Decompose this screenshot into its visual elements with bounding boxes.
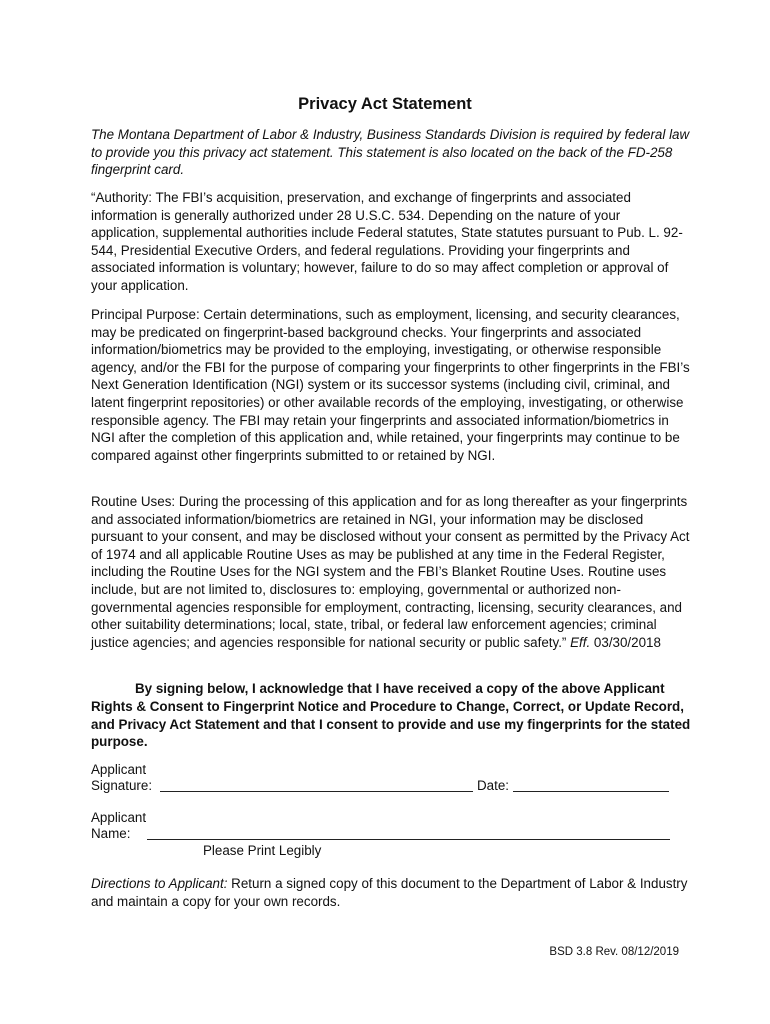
print-legibly-note: Please Print Legibly	[203, 843, 322, 858]
signature-label-line2: Signature:	[91, 778, 153, 793]
form-revision-footer: BSD 3.8 Rev. 08/12/2019	[549, 946, 679, 958]
signature-label-line1: Applicant	[91, 762, 147, 777]
routine-uses-paragraph	[91, 493, 691, 651]
page-title: Privacy Act Statement	[298, 95, 472, 113]
authority-paragraph: “Authority: The FBI’s acquisition, preservation, and exchange of fingerprints and associated information is generally authorized under 28 U.S.C. 534. Depending on the nature of your application, supplemental authorities include Federal statutes, State statutes pursuant to Pub. L. 92-544, Presidential Executive Orders, and federal regulations. Providing your fingerprints and associated information is voluntary; however, failure to do so may affect completion or approval of your application.	[91, 190, 683, 293]
principal-purpose-paragraph: Principal Purpose: Certain determinations, such as employment, licensing, and security clearances, may be predicated on fingerprint-based background checks. Your fingerprints and associated information/biometrics may be provided to the employing, investigating, or otherwise responsible agency, and/or the FBI for the purpose of comparing your fingerprints to other fingerprints in the FBI’s Next Generation Identification (NGI) system or its successor systems (including civil, criminal, and latent fingerprint repositories) or other available records of the employing, investigating, or otherwise responsible agency. The FBI may retain your fingerprints and associated information/biometrics in NGI after the completion of this application and, while retained, your fingerprints may continue to be compared against other fingerprints submitted to or retained by NGI.	[91, 307, 690, 463]
name-label-line1: Applicant	[91, 810, 147, 825]
date-field[interactable]	[513, 791, 669, 792]
name-label-line2: Name:	[91, 826, 131, 841]
acknowledgement-paragraph: By signing below, I acknowledge that I have received a copy of the above Applicant Rights & Consent to Fingerprint Notice and Procedure to Change, Correct, or Update Record, and Privacy Act Statement and that I consent to provide and use my fingerprints for the stated purpose.	[91, 681, 691, 750]
directions-paragraph	[91, 875, 691, 910]
signature-field[interactable]	[160, 791, 473, 792]
effective-label: Eff.	[570, 634, 591, 650]
directions-label: Directions to Applicant:	[91, 876, 228, 891]
name-field[interactable]	[147, 839, 670, 840]
intro-paragraph: The Montana Department of Labor & Industry, Business Standards Division is required by federal law to provide you this privacy act statement. This statement is also located on the back of the FD-258 fingerprint card.	[91, 127, 690, 178]
date-label: Date:	[477, 778, 510, 793]
directions-text: Return a signed copy of this document to the Department of Labor & Industry and maintain a copy for your own records.	[91, 876, 688, 909]
routine-uses-text: Routine Uses: During the processing of this application and for as long thereafter as your fingerprints and associated information/biometrics are retained in NGI, your information may be disclosed pursuant to your consent, and may be disclosed without your consent as permitted by the Privacy Act of 1974 and all applicable Routine Uses as may be published at any time in the Federal Register, including the Routine Uses for the NGI system and the FBI’s Blanket Routine Uses. Routine uses include, but are not limited to, disclosures to: employing, governmental or authorized non-governmental agencies responsible for employment, contracting, licensing, security clearances, and other suitability determinations; local, state, tribal, or federal law enforcement agencies; criminal justice agencies; and agencies responsible for national security or public safety.”	[91, 494, 690, 650]
effective-date: 03/30/2018	[590, 634, 661, 650]
